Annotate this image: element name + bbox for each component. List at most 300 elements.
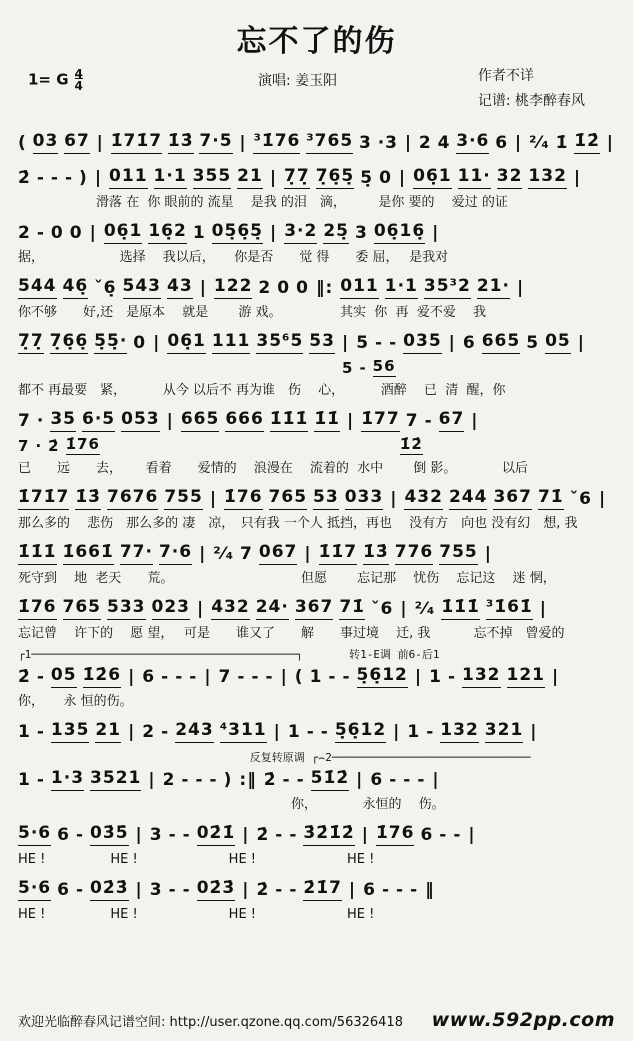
barline: | (204, 667, 212, 688)
barline: | (242, 880, 250, 901)
note-group: - (36, 168, 45, 189)
score-line-1 (18, 128, 615, 154)
note-group: 43 (167, 277, 193, 299)
barline: | (393, 722, 401, 743)
note-group: 665 (181, 410, 220, 432)
note-group: 71̇ (339, 598, 365, 620)
note-group: 03̇5̇ (90, 824, 129, 846)
note-group: - (168, 880, 177, 901)
note-group: 1 (309, 667, 323, 688)
note-group: - (396, 880, 405, 901)
barline: | (390, 489, 398, 510)
note-group: - (181, 770, 190, 791)
note-group: - (389, 333, 398, 354)
gap (425, 243, 431, 244)
note-group: 1̇2̇6 (83, 666, 122, 688)
note-group: - (426, 722, 435, 743)
barline: | (273, 722, 281, 743)
note-group: 0 (133, 333, 147, 354)
subvoice-row (18, 433, 615, 455)
note-group: ²⁄₄ (213, 544, 235, 565)
gap (192, 564, 198, 565)
gap (83, 243, 89, 244)
time-signature (75, 68, 83, 92)
note-group: 121 (507, 666, 546, 688)
note-group: 033 (345, 488, 384, 510)
note-group: 1̇3̇ (168, 132, 194, 154)
gap (274, 687, 280, 688)
gap (190, 619, 196, 620)
note-group: 755 (164, 488, 203, 510)
note-group: 2̇ (18, 667, 31, 688)
note-group: 3·2 (284, 222, 317, 244)
note-group: 06̣1 (104, 222, 143, 244)
lyrics-row: 你， 永恒的 伤。 (18, 797, 445, 811)
note-group: 06̣1 (413, 167, 452, 189)
score-line-2 (18, 163, 615, 209)
note-group: 51̇2̇ (311, 769, 350, 791)
note-group: 6 (462, 333, 476, 354)
barline: | (432, 770, 440, 791)
music-row (18, 875, 615, 901)
gap (340, 431, 346, 432)
note-group: 2̇ (263, 770, 277, 791)
note-group: ) (223, 770, 233, 791)
note-group: - (265, 667, 274, 688)
note-group: ( (18, 133, 27, 154)
score-line-4 (18, 273, 615, 319)
note-group: 355 (193, 167, 232, 189)
note-group: 6 (57, 825, 70, 846)
barline: | (135, 880, 143, 901)
note-group: - (417, 770, 426, 791)
barline: | (356, 770, 364, 791)
music-row (18, 820, 615, 846)
barline: | (89, 223, 97, 244)
music-row (18, 406, 615, 432)
note-group: ⁴311 (220, 721, 267, 743)
barline: | (94, 168, 103, 189)
gap (510, 298, 516, 299)
note-group: 2 (162, 770, 176, 791)
note-group: - (195, 770, 204, 791)
barline: | (598, 489, 607, 510)
note-group: 1̇1̇1̇ (270, 410, 309, 432)
note-group: · (36, 411, 45, 432)
note-group: 3521 (90, 769, 141, 791)
note-group: 1̇76 (376, 824, 415, 846)
note-group: - (439, 825, 448, 846)
note-group: 067 (259, 543, 298, 565)
music-row (18, 539, 615, 565)
note-group: 6·5 (82, 410, 115, 432)
note-group: 5 (526, 333, 540, 354)
barline: | (404, 133, 413, 154)
gap (508, 153, 514, 154)
score-line-6 (18, 406, 615, 475)
note-group: 7 (18, 436, 30, 455)
barline: | (432, 223, 440, 244)
barline: | (135, 825, 143, 846)
note-group: 0 (379, 168, 392, 189)
note-group: 35³2 (424, 277, 471, 299)
barline: | (280, 667, 288, 688)
barline: | (153, 333, 161, 354)
note-group: ³1̇61̇ (486, 598, 533, 620)
note-group: - (237, 667, 246, 688)
gap (418, 900, 424, 901)
note-group: - (289, 880, 298, 901)
gap (263, 243, 269, 244)
note-group: 2̇ (256, 880, 270, 901)
welcome-link[interactable]: 欢迎光临醉春风记谱空间: http://user.qzone.qq.com/56326418 (18, 1015, 403, 1030)
note-group: 35 (50, 410, 76, 432)
note-group: 1̇2̇ (400, 436, 423, 455)
score-line-14 (18, 875, 615, 921)
note-group: - (182, 880, 191, 901)
note-group: 21· (477, 277, 510, 299)
key-label: 1= G (28, 70, 69, 89)
credits (478, 64, 585, 114)
site-logo[interactable]: www.592pp.com (431, 1009, 615, 1031)
barline: | (606, 133, 614, 154)
gap (267, 742, 273, 743)
note-group: - (209, 770, 218, 791)
score-line-3 (18, 218, 615, 264)
music-row (18, 484, 615, 510)
barline: | (348, 880, 357, 901)
note-group: 1̇3̇ (75, 488, 101, 510)
note-group: 111 (212, 332, 251, 354)
page-title: 忘不了的伤 (236, 24, 397, 59)
music-row (18, 328, 615, 354)
note-group: 1̇1̇1̇ (18, 543, 57, 565)
note-group: 1·3 (51, 769, 84, 791)
note-group: 367 (295, 598, 334, 620)
lyrics-row: 据， 选择 我以后， 你是否 觉 得 委 屈， 是我对 (18, 250, 449, 264)
score-line-13 (18, 820, 615, 866)
barline: | (239, 133, 247, 154)
note-group: 533 (107, 598, 146, 620)
barline: :‖ (239, 770, 257, 791)
note-group: 765 (63, 598, 102, 620)
note-group: 1̇661̇ (63, 543, 114, 565)
gap (461, 845, 467, 846)
barline: | (269, 168, 278, 189)
note-group: - (342, 667, 351, 688)
barline: | (148, 770, 156, 791)
gap (263, 188, 269, 189)
note-group: - (375, 333, 384, 354)
gap (335, 353, 341, 354)
note-group: 6 (370, 770, 384, 791)
note-group: 5·6 (18, 879, 51, 901)
note-group: - (424, 411, 433, 432)
barline: | (573, 168, 582, 189)
barline: | (197, 599, 205, 620)
barline: | (269, 223, 278, 244)
note-group: - (282, 770, 291, 791)
note-group: 011 (109, 167, 148, 189)
barline: | (471, 411, 479, 432)
note-group: 53 (309, 332, 335, 354)
lyrics-row: 死守到 地 老天 荒。 但愿 忘记那 忧伤 忘记这 迷 惘， (18, 571, 556, 585)
gap (235, 845, 241, 846)
note-group: 1 (18, 722, 31, 743)
note-group: 243 (175, 721, 214, 743)
score-line-10 (18, 649, 615, 708)
note-group: 1̇71̇7 (111, 132, 162, 154)
note-group: 2 (258, 278, 272, 299)
barline: | (539, 599, 547, 620)
lyrics-row: 你不够 好,还 是原本 就是 游 戏。 其实 你 再 爱不爱 我 (18, 305, 486, 319)
barline: | (128, 722, 136, 743)
note-group: 7·6 (159, 543, 192, 565)
score-line-12 (18, 752, 615, 811)
note-group: 0 (69, 223, 83, 244)
note-group: - (75, 880, 85, 901)
note-group: 665 (482, 332, 521, 354)
note-group: · (35, 436, 43, 455)
score-line-9 (18, 594, 615, 640)
music-row (18, 163, 615, 189)
barline: ‖: (315, 278, 334, 299)
note-group: 244 (449, 488, 488, 510)
notator-credit: 记谱: 桃李醉春风 (477, 93, 585, 110)
gap (398, 153, 404, 154)
barline: | (398, 168, 407, 189)
note-group: 5 (342, 358, 354, 377)
note-group: 3·6 (456, 132, 489, 154)
note-group: 6 (142, 667, 156, 688)
note-group: 5 (356, 333, 370, 354)
annotation-row: 反复转原调 ┌⌢2────────────────────────────── (18, 752, 531, 764)
gap (383, 509, 389, 510)
gap (197, 687, 203, 688)
gap (129, 845, 135, 846)
gap (121, 687, 127, 688)
note-group: 7 (218, 667, 232, 688)
note-group: 4 (437, 133, 451, 154)
note-group: 1̇76 (224, 488, 263, 510)
gap (88, 188, 94, 189)
note-group: 1 (287, 722, 301, 743)
note-group: ˇ6 (569, 489, 592, 510)
note-group: - (36, 722, 45, 743)
lyrics-row: 那么多的 悲伤 那么多的 凄 凉， 只有我 一个人 抵挡，再也 没有方 向也 没有幻 想, 我 (18, 516, 578, 530)
note-group: 3 (355, 223, 368, 244)
note-group: 1̇ (555, 133, 569, 154)
key-signature (28, 68, 83, 92)
note-group: 16̣2 (148, 222, 187, 244)
note-group: 035 (403, 332, 442, 354)
note-group: 2̇ (18, 168, 31, 189)
note-group: 53 (313, 488, 339, 510)
barline: ‖ (425, 880, 435, 901)
note-group: 11· (458, 167, 491, 189)
gap (349, 790, 355, 791)
lyrics-row: 都不 再最要 紧， 从今 以后不 再为谁 伤 心， 酒醉 已 清 醒，你 (18, 383, 506, 397)
note-group: 67 (439, 410, 465, 432)
lyrics-row: 滑落 在 你 眼前的 流星 是我 的泪 滴， 是你 要的 爱过 的证 (18, 195, 508, 209)
lyrics-row: 已 远 去， 看着 爱情的 浪漫在 流着的 水中 倒 影。 以后 (18, 461, 528, 475)
note-group: - (161, 667, 170, 688)
note-group: 32 (497, 167, 523, 189)
note-group: 5̣6̣12 (335, 721, 386, 743)
note-group: 56 (373, 358, 396, 377)
note-group: - (410, 880, 419, 901)
note-group: 1̇77 (361, 410, 400, 432)
barline: | (361, 825, 369, 846)
note-group: 02̇1̇ (197, 824, 236, 846)
note-group: 2̇ (256, 825, 270, 846)
note-group: 77· (120, 543, 153, 565)
note-group: 132 (528, 167, 567, 189)
barline: | (128, 667, 136, 688)
note-group: 06̣16̣ (374, 222, 425, 244)
note-group: - (175, 667, 184, 688)
gap (232, 790, 238, 791)
barline: | (514, 133, 523, 154)
note-group: 6 (420, 825, 434, 846)
gap (100, 454, 400, 455)
note-group: 05 (51, 666, 77, 688)
note-group: 053 (121, 410, 160, 432)
score-line-8 (18, 539, 615, 585)
note-group: - (50, 168, 59, 189)
barline: | (484, 544, 492, 565)
note-group: 1̇71̇7 (18, 488, 69, 510)
note-group: 2 (418, 133, 432, 154)
gap (121, 742, 127, 743)
note-group: 1̇1̇ (314, 410, 340, 432)
gap (600, 153, 606, 154)
gap (129, 900, 135, 901)
gap (160, 431, 166, 432)
note-group: 135 (51, 721, 90, 743)
gap (203, 509, 209, 510)
note-group: 5̣5̣· (94, 332, 127, 354)
note-group: 06̣1 (167, 332, 206, 354)
note-group: 765 (269, 488, 308, 510)
note-group: 0 (277, 278, 291, 299)
note-group: 367 (493, 488, 532, 510)
barline: | (468, 825, 476, 846)
note-group: - (251, 667, 260, 688)
barline: | (341, 333, 350, 354)
note-group: 0 (50, 223, 64, 244)
note-group: 24· (256, 598, 289, 620)
barline: | (400, 599, 408, 620)
note-group: - (359, 358, 367, 377)
note-group: 5·6 (18, 824, 51, 846)
note-group: 7·5 (199, 132, 232, 154)
note-group: ³1̇76 (253, 132, 300, 154)
note-group: ( (294, 667, 304, 688)
gap (571, 353, 577, 354)
gap (392, 188, 398, 189)
gap (533, 619, 539, 620)
note-group: 7 (405, 411, 419, 432)
note-group: ·3 (377, 133, 398, 154)
note-group: - (296, 770, 305, 791)
note-group: 1·1 (154, 167, 187, 189)
barline: | (242, 825, 250, 846)
note-group: 1 (192, 223, 206, 244)
note-group: 7 (240, 544, 253, 565)
note-group: 03 (33, 132, 59, 154)
gap (523, 742, 529, 743)
note-group: 7̣7̣ (284, 167, 310, 189)
note-group: - (289, 825, 298, 846)
note-group: 46̣ (63, 277, 89, 299)
gap (355, 845, 361, 846)
note-group: ³765 (306, 132, 353, 154)
lyrics-row: HE ! HE ! HE ! HE ! (18, 852, 375, 866)
note-group: - (36, 223, 45, 244)
gap (478, 564, 484, 565)
gap (408, 687, 414, 688)
score-meta (18, 64, 615, 126)
note-group: 21 (237, 167, 263, 189)
note-group: 3 (359, 133, 372, 154)
barline: | (199, 544, 207, 565)
note-group: 3̇2̇1̇2̇ (303, 824, 354, 846)
barline: | (516, 278, 525, 299)
note-group: 7̣6̣6̣ (50, 332, 89, 354)
note-group: 3 (149, 880, 163, 901)
note-group: ˇ6 (371, 599, 394, 620)
note-group: 6 (363, 880, 376, 901)
music-row (18, 273, 615, 299)
gap (425, 790, 431, 791)
time-top: 4 (74, 67, 83, 81)
note-group: ) (79, 168, 88, 189)
note-group: 67 (64, 132, 90, 154)
score (18, 128, 615, 921)
note-group: - (182, 825, 191, 846)
note-group: 6 (57, 880, 70, 901)
barline: | (347, 411, 355, 432)
note-group: 35⁶5 (256, 332, 303, 354)
note-group: 1·1 (385, 277, 418, 299)
gap (342, 900, 348, 901)
note-group: 1̇1̇1̇ (441, 598, 480, 620)
note-group: 544 (18, 277, 57, 299)
gap (567, 188, 573, 189)
note-group: 3 (149, 825, 163, 846)
gap (233, 153, 239, 154)
lyrics-row: 你， 永 恒的伤。 (18, 694, 133, 708)
gap (442, 353, 448, 354)
note-group: 7̣6̣5̣ (316, 167, 355, 189)
note-group: - (328, 667, 337, 688)
annotation-row: ┌1────────────────────────────────────────┐ 转1-E调 前6-后1 (18, 649, 440, 661)
note-group: 7 (18, 411, 31, 432)
lyrics-row: HE ! HE ! HE ! HE ! (18, 907, 375, 921)
note-group: 755 (439, 543, 478, 565)
note-group: - (381, 880, 391, 901)
note-group: 02̇3̇ (90, 879, 129, 901)
barline: | (304, 544, 312, 565)
note-group: 1̇1̇7 (319, 543, 358, 565)
score-line-11 (18, 717, 615, 743)
gap (545, 687, 551, 688)
score-line-5 (18, 328, 615, 397)
note-group: - (320, 722, 329, 743)
note-group: - (453, 825, 462, 846)
note-group: - (275, 825, 284, 846)
